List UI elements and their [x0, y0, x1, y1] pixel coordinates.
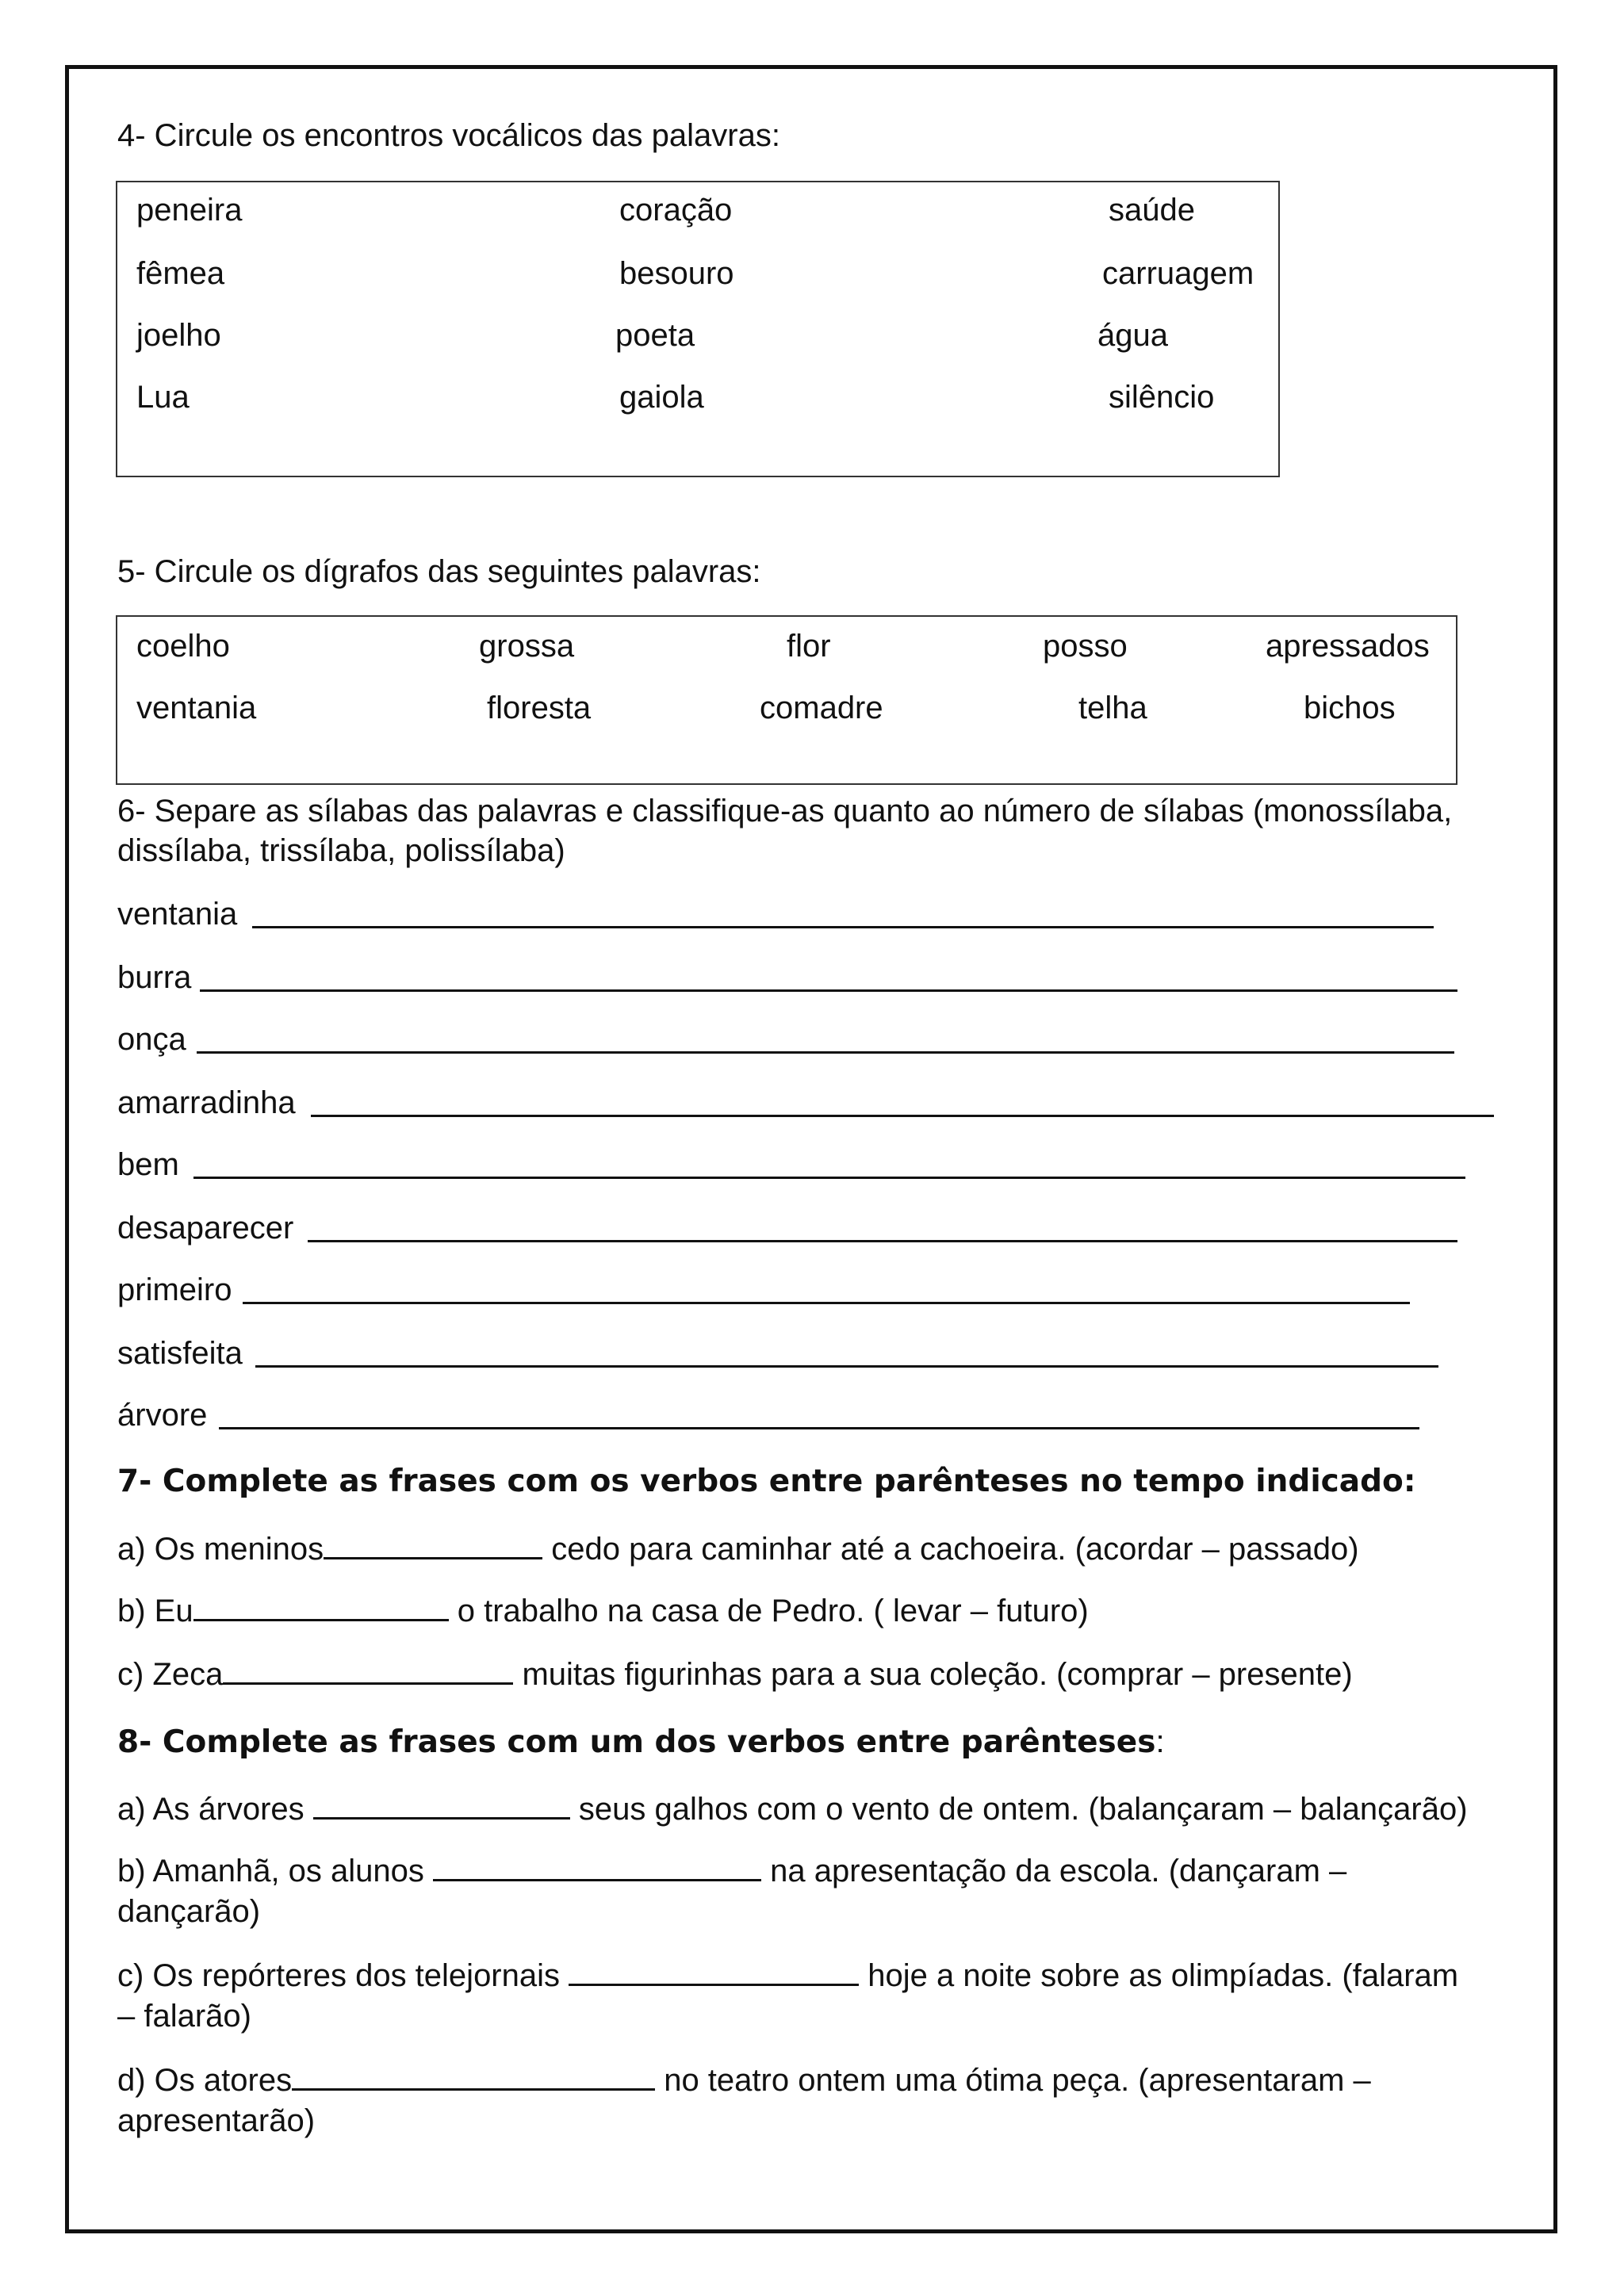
q7-b-blank[interactable]	[193, 1592, 449, 1621]
q7-c-blank[interactable]	[223, 1655, 513, 1685]
q8-item-a	[117, 1790, 1468, 1827]
q4-title: 4- Circule os encontros vocálicos das palavras:	[117, 118, 780, 153]
q5-word[interactable]: comadre	[760, 691, 883, 725]
q7-a-blank[interactable]	[324, 1530, 542, 1559]
q6-word-label: desaparecer	[117, 1211, 294, 1246]
q6-word-label: satisfeita	[117, 1336, 243, 1371]
q7-c-suffix: muitas figurinhas para a sua coleção. (comprar – presente)	[513, 1657, 1353, 1692]
q6-answer-line[interactable]	[252, 926, 1434, 928]
q8-item-d	[117, 2061, 1371, 2099]
q7-a-prefix: a) Os meninos	[117, 1532, 324, 1567]
q5-title: 5- Circule os dígrafos das seguintes palavras:	[117, 554, 761, 589]
q7-b-suffix: o trabalho na casa de Pedro. ( levar – futuro)	[448, 1594, 1089, 1628]
q8-item-b	[117, 1852, 1346, 1889]
q8-b-prefix: b) Amanhã, os alunos	[117, 1854, 434, 1888]
q6-answer-line[interactable]	[197, 1051, 1454, 1054]
q4-word[interactable]: besouro	[619, 256, 734, 291]
q6-answer-line[interactable]	[193, 1177, 1465, 1179]
q6-answer-line[interactable]	[219, 1427, 1419, 1429]
q8-title-colon: :	[1155, 1724, 1165, 1759]
q8-b-suffix: na apresentação da escola. (dançaram –	[761, 1854, 1347, 1888]
q5-word[interactable]: floresta	[487, 691, 592, 725]
q7-title: 7- Complete as frases com os verbos entre parênteses no tempo indicado:	[117, 1464, 1416, 1499]
q4-word[interactable]: silêncio	[1109, 380, 1215, 415]
q4-word[interactable]: água	[1097, 318, 1168, 353]
q5-word[interactable]: bichos	[1304, 691, 1396, 725]
q4-word[interactable]: joelho	[136, 318, 221, 353]
q8-a-suffix: seus galhos com o vento de ontem. (balançaram – balançarão)	[569, 1792, 1468, 1827]
q6-title: 6- Separe as sílabas das palavras e classifique-as quanto ao número de sílabas (monossílaba,	[117, 794, 1453, 828]
q6-answer-line[interactable]	[255, 1365, 1438, 1368]
q6-word-label: primeiro	[117, 1272, 232, 1307]
q6-word-label: ventania	[117, 897, 238, 932]
q4-word[interactable]: peneira	[136, 193, 243, 228]
q8-d-continuation: apresentarão)	[117, 2103, 316, 2138]
q8-title-row	[117, 1724, 1165, 1761]
q8-title: 8- Complete as frases com um dos verbos entre parênteses	[117, 1724, 1156, 1760]
q7-c-prefix: c) Zeca	[117, 1657, 224, 1692]
q5-word[interactable]: coelho	[136, 629, 230, 664]
q6-word-label: amarradinha	[117, 1085, 296, 1120]
q8-c-prefix: c) Os repórteres dos telejornais	[117, 1958, 569, 1993]
q4-word[interactable]: Lua	[136, 380, 190, 415]
q6-word-label: bem	[117, 1147, 179, 1182]
q5-word[interactable]: ventania	[136, 691, 257, 725]
q4-word[interactable]: coração	[619, 193, 733, 228]
q8-c-blank[interactable]	[569, 1957, 859, 1986]
q4-word[interactable]: carruagem	[1102, 256, 1254, 291]
q4-word[interactable]: saúde	[1109, 193, 1195, 228]
q5-word[interactable]: posso	[1043, 629, 1128, 664]
q6-answer-line[interactable]	[308, 1240, 1457, 1242]
q8-c-suffix: hoje a noite sobre as olimpíadas. (falaram	[859, 1958, 1459, 1993]
q4-word[interactable]: fêmea	[136, 256, 225, 291]
q5-word[interactable]: grossa	[479, 629, 575, 664]
q8-item-c	[117, 1957, 1458, 1994]
q7-a-suffix: cedo para caminhar até a cachoeira. (acordar – passado)	[542, 1532, 1359, 1567]
q5-word[interactable]: telha	[1078, 691, 1147, 725]
q6-word-label: árvore	[117, 1398, 208, 1433]
q7-item-c	[117, 1655, 1353, 1693]
q5-word[interactable]: flor	[787, 629, 831, 664]
q6-answer-line[interactable]	[243, 1302, 1410, 1304]
q6-answer-line[interactable]	[311, 1115, 1494, 1117]
q6-title-cont: dissílaba, trissílaba, polissílaba)	[117, 833, 565, 868]
q6-word-label: burra	[117, 960, 192, 995]
q5-word[interactable]: apressados	[1266, 629, 1430, 664]
q8-b-blank[interactable]	[433, 1852, 761, 1881]
q7-item-a	[117, 1530, 1359, 1567]
q6-answer-line[interactable]	[200, 989, 1457, 992]
q8-d-blank[interactable]	[292, 2061, 655, 2091]
q8-d-suffix: no teatro ontem uma ótima peça. (apresentaram –	[655, 2063, 1371, 2098]
q8-b-continuation: dançarão)	[117, 1894, 261, 1929]
q7-item-b	[117, 1592, 1089, 1629]
q8-c-continuation: – falarão)	[117, 1999, 251, 2034]
q8-a-blank[interactable]	[313, 1790, 570, 1820]
q7-b-prefix: b) Eu	[117, 1594, 193, 1628]
q4-word[interactable]: gaiola	[619, 380, 704, 415]
q8-d-prefix: d) Os atores	[117, 2063, 293, 2098]
q4-word[interactable]: poeta	[615, 318, 695, 353]
q6-word-label: onça	[117, 1022, 186, 1057]
q8-a-prefix: a) As árvores	[117, 1792, 313, 1827]
